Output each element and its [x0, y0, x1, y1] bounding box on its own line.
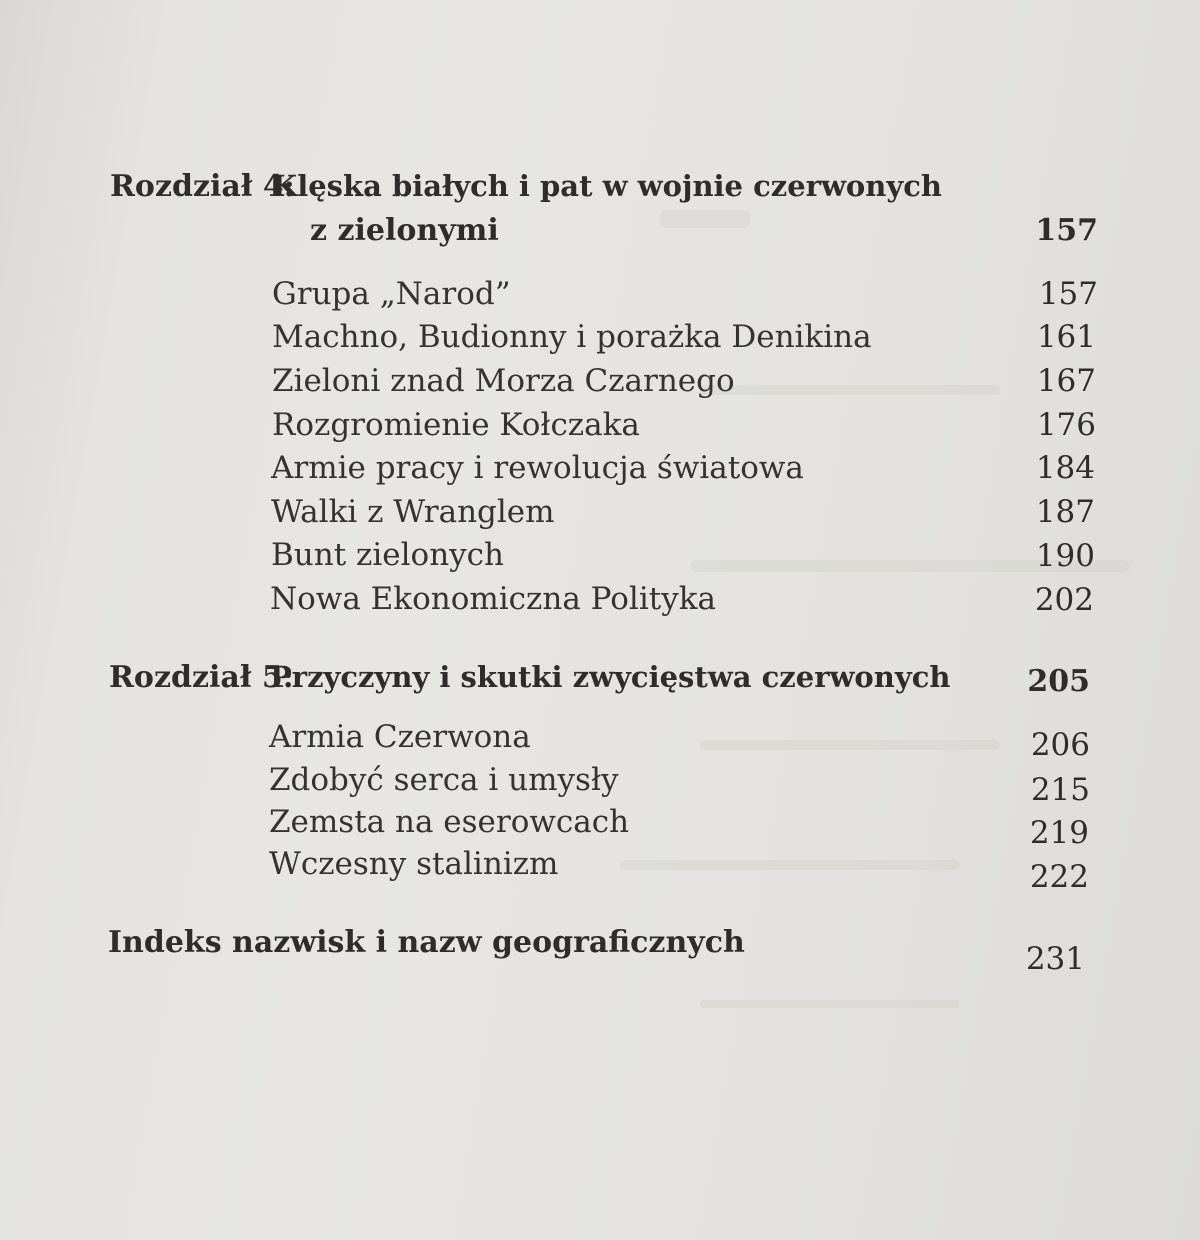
chapter4-label: Rozdział 4: [110, 169, 295, 204]
ch4-section-7-title: Bunt zielonych [271, 537, 504, 573]
ch4-section-8-page: 202 [1034, 582, 1094, 618]
ch4-section-5-title: Armie pracy i rewolucja światowa [271, 450, 804, 486]
ch5-section-1-page: 206 [1030, 727, 1090, 763]
index-page: 231 [1025, 941, 1085, 977]
index-title: Indeks nazwisk i nazw geograficznych [108, 925, 745, 960]
ch5-section-1-title: Armia Czerwona [269, 719, 531, 755]
ch4-section-6-page: 187 [1035, 494, 1095, 530]
ch5-section-3-page: 219 [1029, 815, 1089, 851]
ch4-section-8-title: Nowa Ekonomiczna Polityka [270, 581, 717, 617]
ch4-section-4-page: 176 [1036, 407, 1096, 443]
ch5-section-4-title: Wczesny stalinizm [269, 846, 559, 882]
ch4-section-2-page: 161 [1036, 319, 1096, 355]
ch4-section-1-title: Grupa „Narod” [272, 276, 511, 312]
ch4-section-3-page: 167 [1036, 363, 1096, 399]
chapter4-title-line2: z zielonymi [310, 213, 499, 248]
chapter5-title: Przyczyny i skutki zwycięstwa czerwonych [270, 660, 951, 694]
chapter4-title-line1: Klęska białych i pat w wojnie czerwonych [272, 169, 942, 203]
ch5-section-3-title: Zemsta na eserowcach [269, 804, 630, 840]
ch4-section-1-page: 157 [1038, 276, 1098, 312]
ch4-section-3-title: Zieloni znad Morza Czarnego [272, 363, 735, 399]
ch4-section-4-title: Rozgromienie Kołczaka [272, 407, 640, 443]
chapter5-page: 205 [1027, 664, 1090, 699]
ch5-section-2-page: 215 [1030, 772, 1090, 808]
ch5-section-4-page: 222 [1029, 859, 1089, 895]
ch4-section-2-title: Machno, Budionny i porażka Denikina [272, 319, 872, 355]
ch5-section-2-title: Zdobyć serca i umysły [269, 762, 619, 798]
chapter4-page: 157 [1035, 213, 1098, 248]
chapter5-label: Rozdział 5: [109, 660, 294, 695]
ch4-section-6-title: Walki z Wranglem [271, 494, 555, 530]
ch4-section-5-page: 184 [1035, 450, 1095, 486]
ch4-section-7-page: 190 [1035, 538, 1095, 574]
